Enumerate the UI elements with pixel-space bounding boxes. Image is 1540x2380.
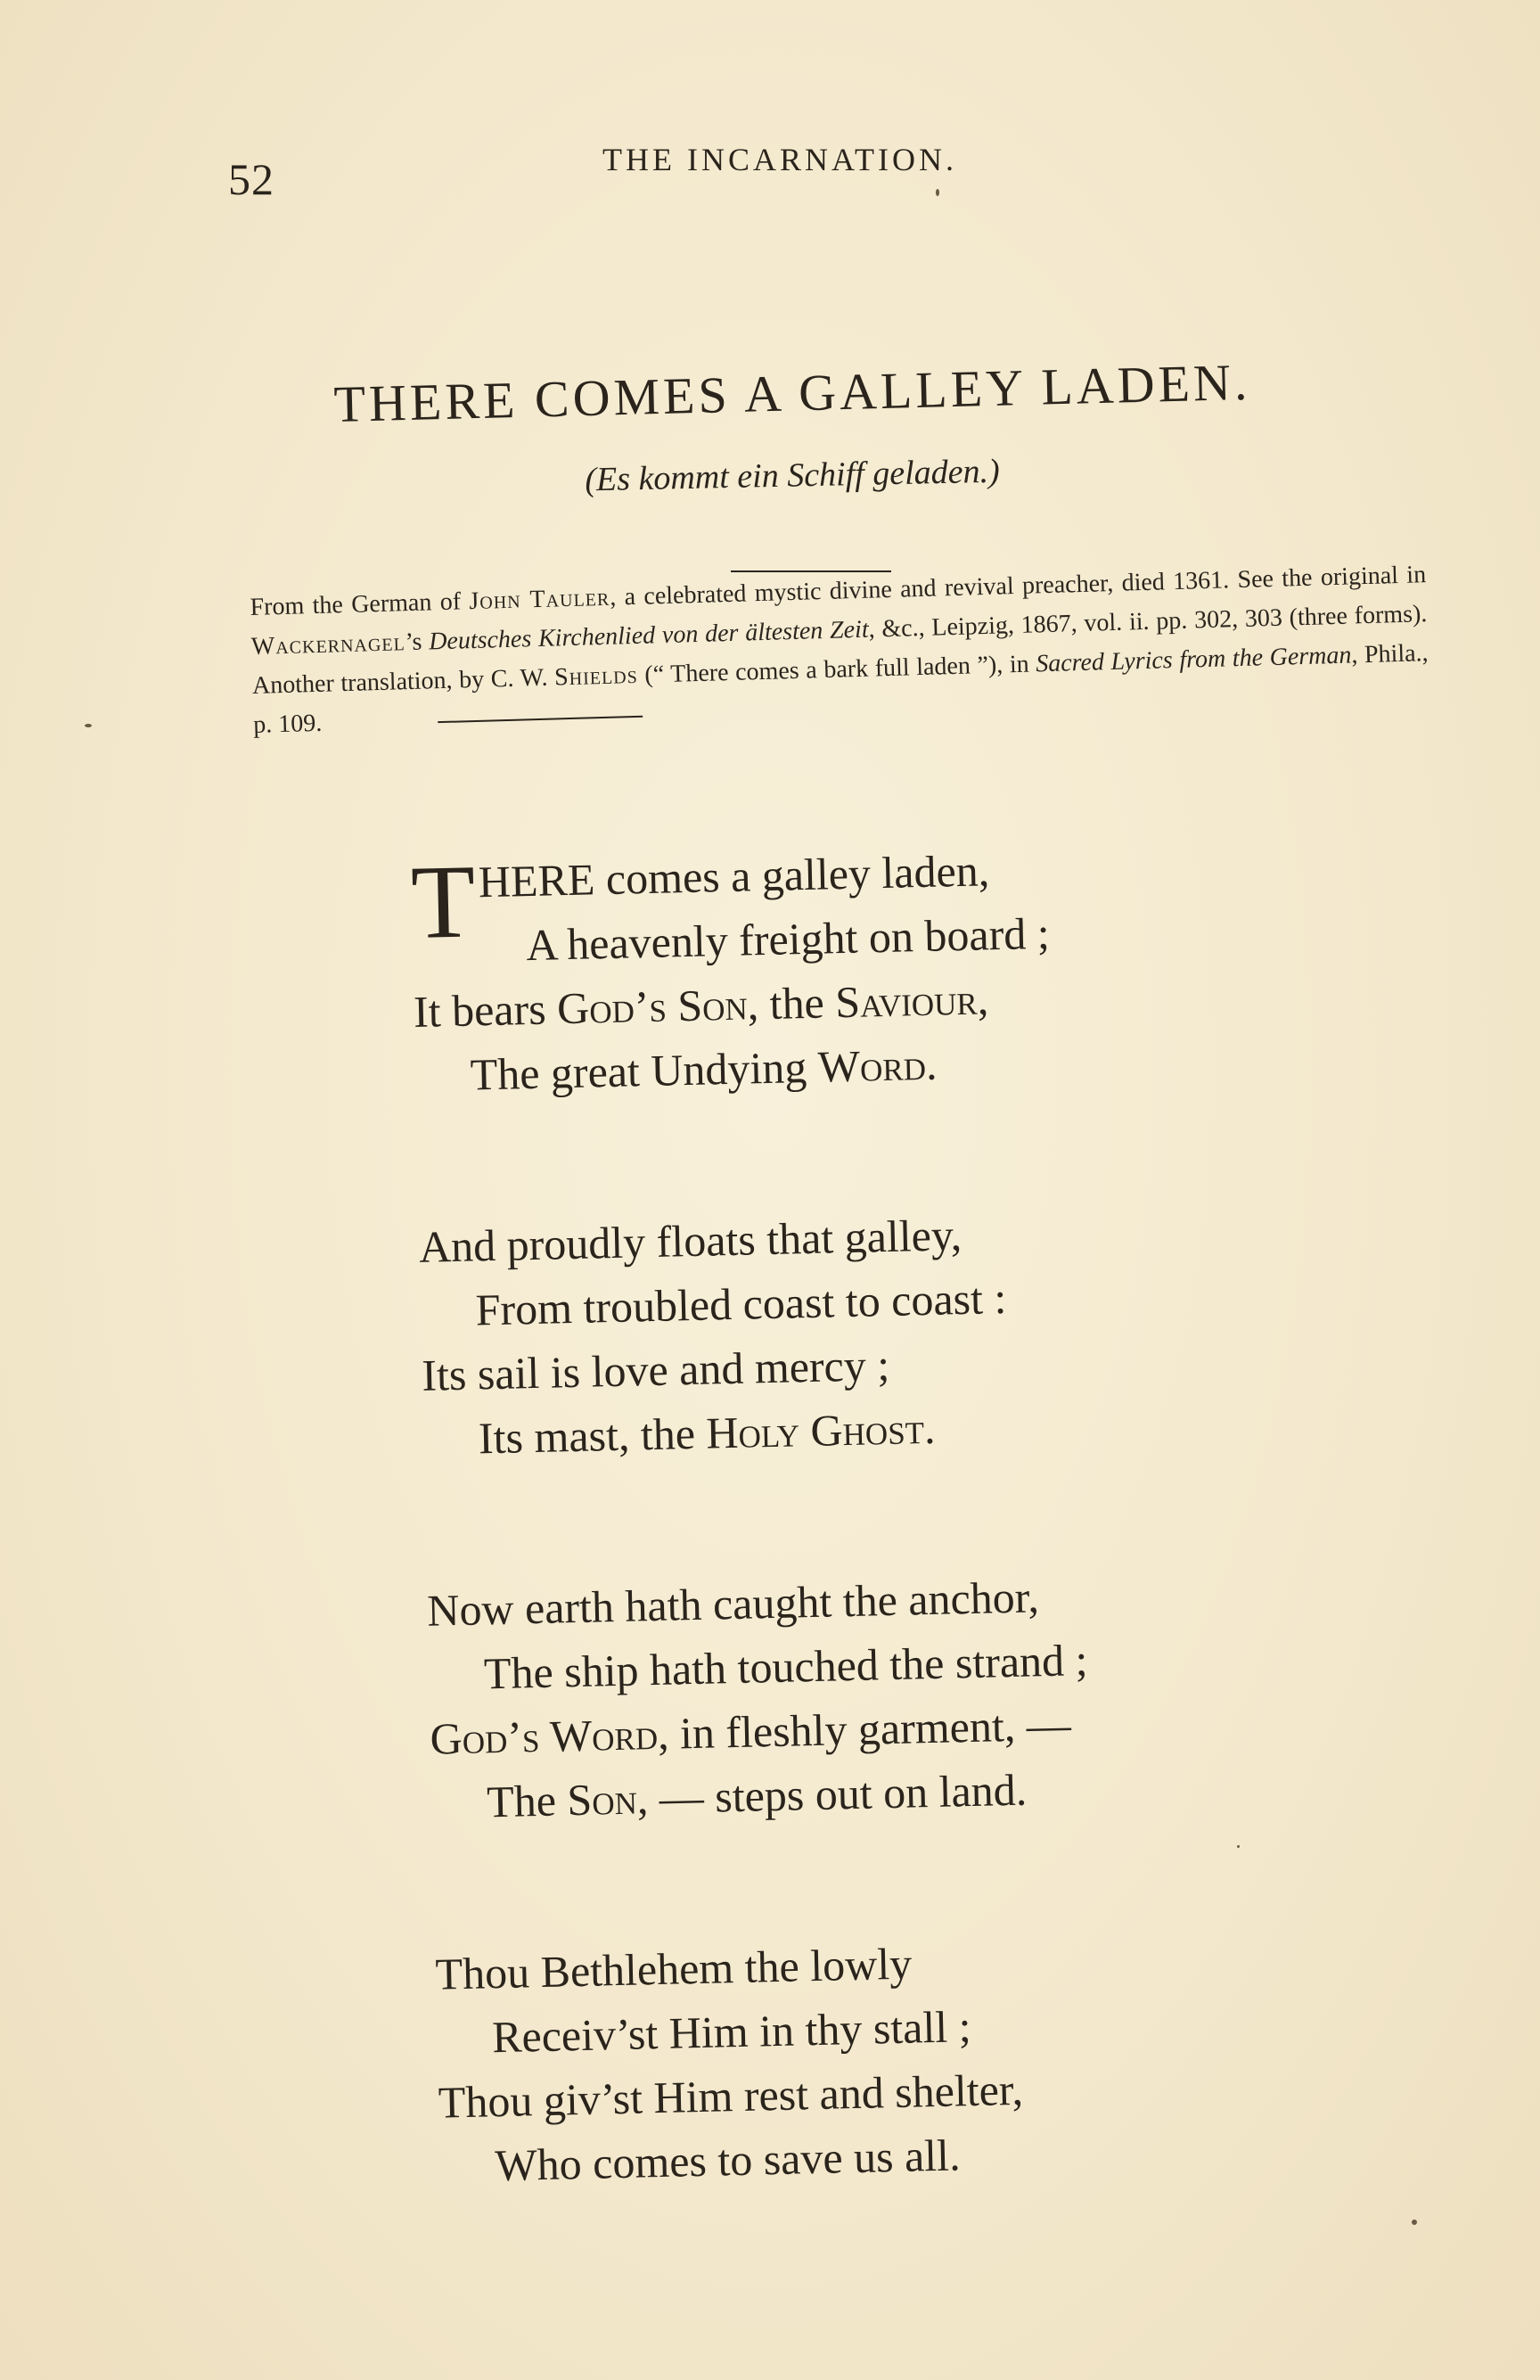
hymn-subtitle: (Es kommt ein Schiff geladen.)	[584, 452, 1001, 499]
poem-line: A heavenly freight on board ;	[525, 907, 1051, 971]
paper-speck	[1412, 2220, 1417, 2225]
page-number: 52	[228, 154, 274, 204]
note-source-author: Wackernagel	[250, 628, 406, 661]
poem-line: Thou giv’st Him rest and shelter,	[438, 2064, 1024, 2128]
poem-text: , — steps out on land.	[636, 1764, 1028, 1824]
poem-text: , in fleshly garment, —	[657, 1699, 1072, 1759]
poem-text: .	[925, 1038, 938, 1089]
poem	[410, 827, 1512, 2306]
poem-line: Thou Bethlehem the lowly	[434, 1938, 913, 1999]
note-text: ’s	[405, 628, 430, 657]
paper-speck	[1237, 1845, 1240, 1848]
divine-name: Word	[817, 1038, 927, 1092]
poem-line: Who comes to save us all.	[494, 2130, 962, 2191]
page-header	[0, 134, 1540, 204]
note-end-rule	[438, 715, 643, 722]
poem-text: .	[923, 1402, 937, 1454]
divine-name: Son	[566, 1773, 638, 1826]
stanza-2	[418, 1191, 1493, 1472]
poem-line: Its sail is love and mercy ;	[421, 1339, 890, 1400]
poem-line: From troubled coast to coast :	[475, 1272, 1007, 1335]
poem-text: The	[486, 1775, 569, 1827]
poem-line: And proudly floats that galley,	[418, 1210, 962, 1272]
drop-cap: T	[409, 842, 477, 961]
note-text: , a celebrated mystic divine and revival preacher, died 1361. See the original in	[609, 561, 1427, 611]
divine-name: God’s Word	[429, 1708, 659, 1764]
note-translation-title: Sacred Lyrics from the German	[1035, 641, 1352, 678]
poem-line: Now earth hath caught the anchor,	[426, 1572, 1040, 1636]
divine-name: God’s Son	[556, 979, 749, 1034]
running-head: THE INCARNATION.	[602, 142, 957, 177]
note-translator: Shields	[553, 661, 639, 692]
note-source-title: Deutsches Kirchenlied von der ältesten Zeit	[428, 615, 870, 656]
hymn-title: THERE COMES A GALLEY LADEN.	[332, 352, 1252, 433]
note-text: , Phila., p. 109.	[252, 639, 1429, 739]
poem-line: HERE comes a galley laden,	[478, 845, 990, 907]
note-text: From the German of	[250, 587, 470, 621]
poem-line: The ship hath touched the strand ;	[483, 1634, 1089, 1699]
stanza-3	[427, 1555, 1502, 1835]
note-text: , &c., Leipzig, 1867, vol. ii. pp. 302, 303 (three forms). Another translation, by C. W.	[251, 600, 1428, 700]
poem-text: Its mast, the	[478, 1407, 708, 1464]
paper-speck	[85, 724, 92, 727]
divine-name: Saviour	[834, 973, 979, 1028]
poem-text: The great Undying	[470, 1041, 819, 1100]
poem-text: , the	[747, 977, 836, 1030]
poem-line: Receiv’st Him in thy stall ;	[491, 2001, 972, 2063]
source-note	[250, 555, 1429, 745]
stanza-4	[435, 1917, 1510, 2198]
divine-name: Holy Ghost	[705, 1403, 925, 1458]
stanza-1	[410, 827, 1485, 1108]
note-text: (“ There comes a bark full laden ”), in	[637, 650, 1036, 689]
poem-text: ,	[976, 973, 989, 1024]
note-author: John Tauler	[468, 583, 610, 616]
paper-speck	[936, 189, 939, 196]
poem-text: It bears	[413, 983, 558, 1037]
